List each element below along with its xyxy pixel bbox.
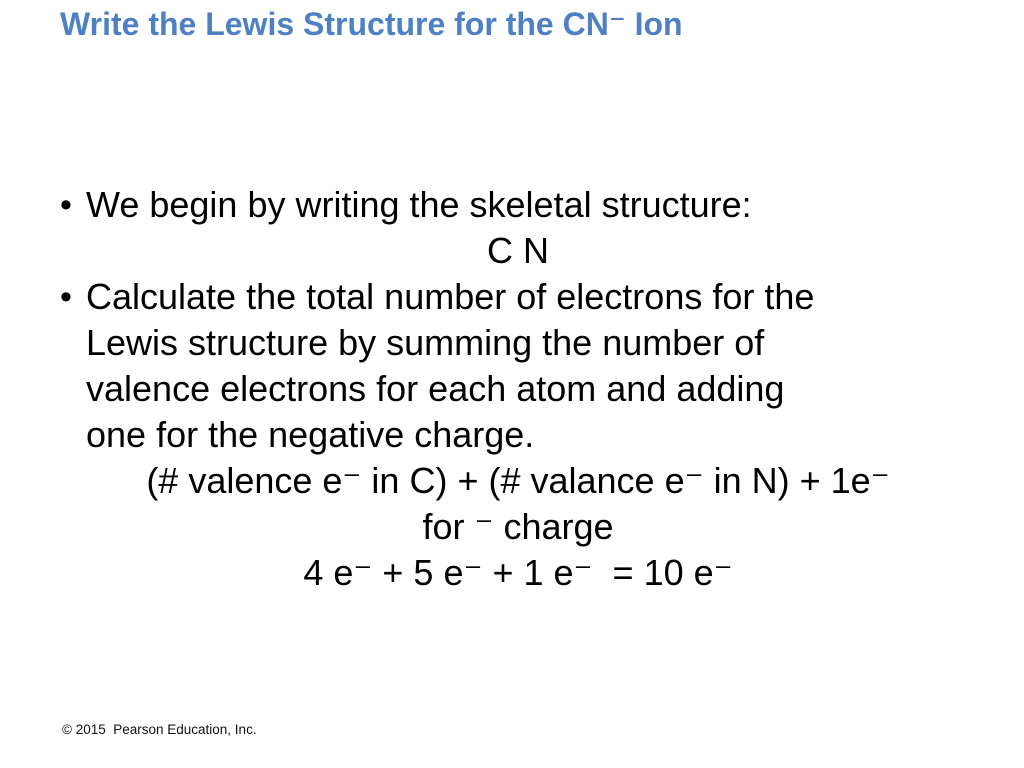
bullet-item-calculate xyxy=(60,274,950,320)
bullet-item-skeletal xyxy=(60,182,950,228)
formula-line-for-charge: for ⁻ charge xyxy=(422,506,614,547)
bullet-text-calculate-line-2: Lewis structure by summing the number of xyxy=(86,322,765,363)
bullet-marker: • xyxy=(60,186,72,224)
formula-line-valence-sum: (# valence e⁻ in C) + (# valance e⁻ in N) + 1e⁻ xyxy=(146,460,890,501)
bullet-text-calculate-line-3: valence electrons for each atom and adding xyxy=(86,368,785,409)
bullet-marker: • xyxy=(60,278,72,316)
skeletal-structure-text: C N xyxy=(487,230,549,271)
slide-body xyxy=(60,182,950,596)
bullet-text-skeletal: We begin by writing the skeletal structure: xyxy=(86,184,752,225)
slide-title: Write the Lewis Structure for the CN⁻ Ion xyxy=(60,6,683,42)
bullet-text-calculate-line-4: one for the negative charge. xyxy=(86,414,535,455)
copyright-notice: © 2015 Pearson Education, Inc. xyxy=(62,722,257,737)
bullet-text-calculate-line-1: Calculate the total number of electrons for the xyxy=(86,276,815,317)
formula-line-electron-total: 4 e⁻ + 5 e⁻ + 1 e⁻ = 10 e⁻ xyxy=(303,552,733,593)
